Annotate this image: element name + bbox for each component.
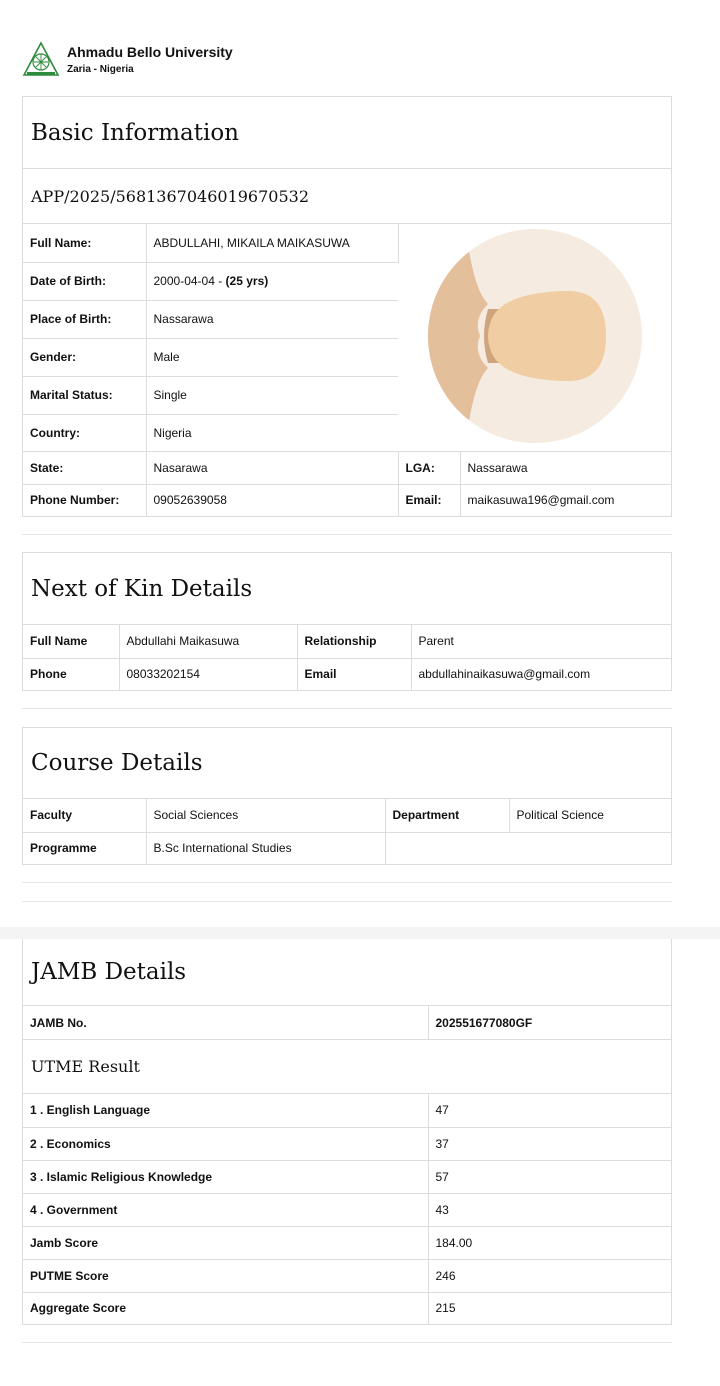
programme-value: B.Sc International Studies (146, 832, 385, 864)
state-label: State: (23, 451, 146, 484)
country-value: Nigeria (146, 414, 398, 451)
subject-label: 3 . Islamic Religious Knowledge (23, 1160, 428, 1193)
dob-date: 2000-04-04 - (153, 274, 226, 288)
phone-label: Phone Number: (23, 484, 146, 516)
programme-label: Programme (23, 832, 146, 864)
kin-phone-label: Phone (23, 658, 119, 690)
subject-score: 57 (428, 1160, 671, 1193)
university-logo-icon (22, 41, 60, 79)
full-name-label: Full Name: (23, 224, 146, 262)
putme-score-label: PUTME Score (23, 1259, 428, 1292)
jamb-score-label: Jamb Score (23, 1226, 428, 1259)
course-details-card (22, 727, 672, 865)
subject-score: 47 (428, 1094, 671, 1127)
jamb-details-card (22, 939, 672, 1325)
dob-value (146, 262, 398, 300)
utme-result-table (23, 1094, 671, 1324)
faculty-value: Social Sciences (146, 799, 385, 832)
header (22, 40, 233, 80)
subject-score: 43 (428, 1193, 671, 1226)
email-value: maikasuwa196@gmail.com (467, 493, 615, 508)
passport-photo (398, 224, 671, 451)
full-name-value: ABDULLAHI, MIKAILA MAIKASUWA (146, 224, 398, 262)
divider (22, 708, 672, 709)
course-details-title: Course Details (23, 728, 671, 799)
department-label: Department (385, 799, 509, 832)
page-break-band (0, 927, 720, 939)
next-of-kin-title: Next of Kin Details (23, 553, 671, 625)
jamb-score-value: 184.00 (428, 1226, 671, 1259)
dob-label: Date of Birth: (23, 262, 146, 300)
empty-cell (385, 832, 671, 864)
kin-phone-value: 08033202154 (119, 658, 297, 690)
course-details-table (23, 799, 671, 864)
jamb-number-table (23, 1006, 671, 1039)
faculty-label: Faculty (23, 799, 146, 832)
marital-value: Single (146, 376, 398, 414)
divider (22, 901, 672, 902)
kin-relationship-label: Relationship (297, 625, 411, 658)
jamb-number-value: 202551677080GF (435, 1015, 533, 1030)
lga-value: Nassarawa (460, 451, 671, 484)
divider (22, 882, 672, 883)
gender-label: Gender: (23, 338, 146, 376)
marital-label: Marital Status: (23, 376, 146, 414)
email-label: Email: (398, 484, 460, 516)
jamb-details-title: JAMB Details (23, 939, 671, 1006)
subject-score: 37 (428, 1127, 671, 1160)
application-number: APP/2025/5681367046019670532 (23, 169, 671, 224)
aggregate-score-label: Aggregate Score (23, 1292, 428, 1324)
subject-label: 1 . English Language (23, 1094, 428, 1127)
department-value: Political Science (509, 799, 671, 832)
gender-value: Male (146, 338, 398, 376)
kin-name-label: Full Name (23, 625, 119, 658)
lga-label: LGA: (398, 451, 460, 484)
next-of-kin-table (23, 625, 671, 690)
avatar-placeholder-icon (428, 229, 642, 443)
pob-label: Place of Birth: (23, 300, 146, 338)
kin-name-value: Abdullahi Maikasuwa (119, 625, 297, 658)
pob-value: Nassarawa (146, 300, 398, 338)
basic-information-title: Basic Information (23, 97, 671, 169)
university-name: Ahmadu Bello University (67, 44, 233, 60)
kin-email-value: abdullahinaikasuwa@gmail.com (418, 667, 591, 682)
university-location: Zaria - Nigeria (67, 64, 134, 75)
jamb-number-label: JAMB No. (23, 1006, 428, 1039)
state-value: Nasarawa (146, 451, 398, 484)
divider (22, 1342, 672, 1343)
aggregate-score-value: 215 (435, 1301, 456, 1316)
country-label: Country: (23, 414, 146, 451)
kin-relationship-value: Parent (411, 625, 671, 658)
next-of-kin-card (22, 552, 672, 691)
putme-score-value: 246 (428, 1259, 671, 1292)
dob-age: (25 yrs) (225, 274, 269, 288)
divider (22, 534, 672, 535)
utme-result-title: UTME Result (23, 1039, 671, 1094)
basic-information-card (22, 96, 672, 517)
subject-label: 2 . Economics (23, 1127, 428, 1160)
basic-information-table (23, 224, 671, 516)
kin-email-label: Email (297, 658, 411, 690)
subject-label: 4 . Government (23, 1193, 428, 1226)
phone-value: 09052639058 (146, 484, 398, 516)
